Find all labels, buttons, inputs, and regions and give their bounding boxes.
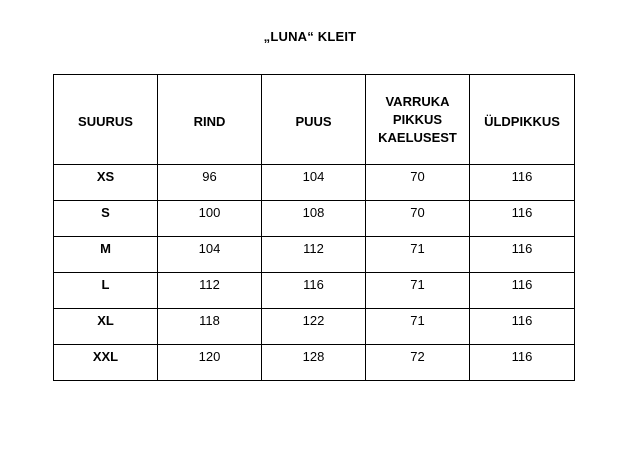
- table-header-row: [54, 75, 575, 165]
- hip-cell: 116: [262, 273, 366, 309]
- total-length-cell: 116: [470, 273, 575, 309]
- size-chart-table: [53, 74, 575, 381]
- header-size: SUURUS: [54, 75, 158, 165]
- table-row: [54, 201, 575, 237]
- header-sleeve-length: [366, 75, 470, 165]
- chest-cell: 104: [158, 237, 262, 273]
- chest-cell: 96: [158, 165, 262, 201]
- hip-cell: 122: [262, 309, 366, 345]
- sleeve-cell: 72: [366, 345, 470, 381]
- sleeve-cell: 71: [366, 273, 470, 309]
- hip-cell: 104: [262, 165, 366, 201]
- sleeve-cell: 70: [366, 201, 470, 237]
- sleeve-cell: 71: [366, 237, 470, 273]
- header-hip: PUUS: [262, 75, 366, 165]
- table-row: [54, 165, 575, 201]
- chest-cell: 112: [158, 273, 262, 309]
- size-cell: XXL: [54, 345, 158, 381]
- size-cell: L: [54, 273, 158, 309]
- chest-cell: 118: [158, 309, 262, 345]
- hip-cell: 112: [262, 237, 366, 273]
- header-total-length: ÜLDPIKKUS: [470, 75, 575, 165]
- total-length-cell: 116: [470, 237, 575, 273]
- total-length-cell: 116: [470, 165, 575, 201]
- table-row: [54, 345, 575, 381]
- header-chest: RIND: [158, 75, 262, 165]
- total-length-cell: 116: [470, 345, 575, 381]
- table-row: [54, 273, 575, 309]
- size-cell: M: [54, 237, 158, 273]
- chest-cell: 120: [158, 345, 262, 381]
- chest-cell: 100: [158, 201, 262, 237]
- hip-cell: 108: [262, 201, 366, 237]
- size-cell: S: [54, 201, 158, 237]
- document-title: „LUNA“ KLEIT: [263, 29, 357, 44]
- table-row: [54, 309, 575, 345]
- table-row: [54, 237, 575, 273]
- header-sleeve-length-text: VARRUKA PIKKUS KAELUSEST: [378, 93, 457, 145]
- total-length-cell: 116: [470, 309, 575, 345]
- total-length-cell: 116: [470, 201, 575, 237]
- sleeve-cell: 70: [366, 165, 470, 201]
- size-cell: XL: [54, 309, 158, 345]
- size-cell: XS: [54, 165, 158, 201]
- hip-cell: 128: [262, 345, 366, 381]
- sleeve-cell: 71: [366, 309, 470, 345]
